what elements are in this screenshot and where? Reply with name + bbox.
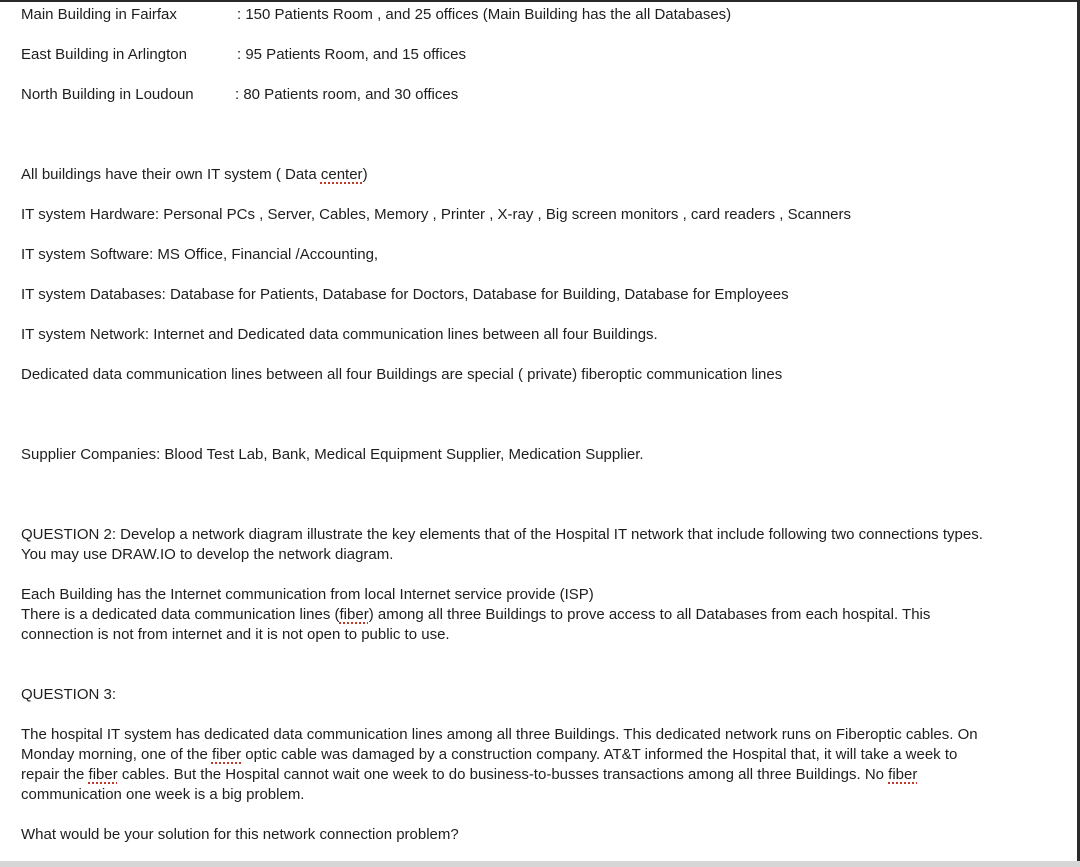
supplier-companies: Supplier Companies: Blood Test Lab, Bank, Medical Equipment Supplier, Medication Supplier.	[21, 446, 644, 463]
l2-suffix: optic cable was damaged by a construction company. AT&T informed the Hospital that, it will take a week to	[241, 746, 958, 763]
question-3-line: communication one week is a big problem.	[21, 786, 305, 803]
question-2-connections	[21, 585, 1066, 645]
it-dedicated-lines: Dedicated data communication lines between all four Buildings are special ( private) fiberoptic communication lines	[21, 366, 783, 383]
l2-prefix: Monday morning, one of the	[21, 746, 212, 763]
building-name: East Building in Arlington	[21, 46, 187, 63]
intro-text: All buildings have their own IT system ( Data	[21, 166, 321, 183]
building-detail: : 150 Patients Room , and 25 offices (Main Building has the all Databases)	[237, 6, 732, 23]
question-3-closing: What would be your solution for this network connection problem?	[21, 826, 459, 843]
fiber-misspelled-word: fiber	[88, 766, 118, 783]
question-3-body	[21, 725, 1066, 805]
fiber-misspelled-word: fiber	[888, 766, 918, 783]
building-name: Main Building in Fairfax	[21, 6, 177, 23]
building-name: North Building in Loudoun	[21, 86, 194, 103]
question-3-heading: QUESTION 3:	[21, 686, 117, 703]
it-system-intro	[21, 165, 368, 185]
fiber-connection-line2: connection is not from internet and it is not open to public to use.	[21, 626, 450, 643]
building-detail: : 80 Patients room, and 30 offices	[235, 86, 459, 103]
intro-misspelled-word: center	[320, 166, 363, 183]
fiber-connection	[21, 605, 1066, 625]
question-3-line: The hospital IT system has dedicated data communication lines among all three Buildings. This dedicated network runs on Fiberoptic cables. On	[21, 726, 978, 743]
it-network: IT system Network: Internet and Dedicated data communication lines between all four Buildings.	[21, 326, 658, 343]
building-detail: : 95 Patients Room, and 15 offices	[237, 46, 467, 63]
question-2-line: QUESTION 2: Develop a network diagram illustrate the key elements that of the Hospital IT network that include following two connections types.	[21, 526, 983, 543]
l3-mid: cables. But the Hospital cannot wait one week to do business-to-busses transactions among all three Buildings. No	[117, 766, 889, 783]
question-2	[21, 525, 1066, 565]
it-hardware: IT system Hardware: Personal PCs , Server, Cables, Memory , Printer , X-ray , Big screen monitors , card readers , Scanners	[21, 206, 852, 223]
intro-suffix: )	[362, 166, 368, 183]
l3-prefix: repair the	[21, 766, 89, 783]
it-software: IT system Software: MS Office, Financial /Accounting,	[21, 246, 379, 263]
fiber-prefix: There is a dedicated data communication lines (	[21, 606, 340, 623]
top-border	[0, 0, 1080, 2]
question-3-line	[21, 765, 1066, 785]
fiber-suffix: ) among all three Buildings to prove access to all Databases from each hospital. This	[368, 606, 931, 623]
fiber-misspelled-word: fiber	[339, 606, 369, 623]
question-3-line	[21, 745, 1066, 765]
fiber-misspelled-word: fiber	[211, 746, 242, 763]
question-2-line: You may use DRAW.IO to develop the network diagram.	[21, 546, 394, 563]
it-databases: IT system Databases: Database for Patients, Database for Doctors, Database for Building, Database for Employees	[21, 286, 789, 303]
bottom-band	[0, 861, 1080, 867]
isp-connection: Each Building has the Internet communication from local Internet service provide (ISP)	[21, 586, 594, 603]
